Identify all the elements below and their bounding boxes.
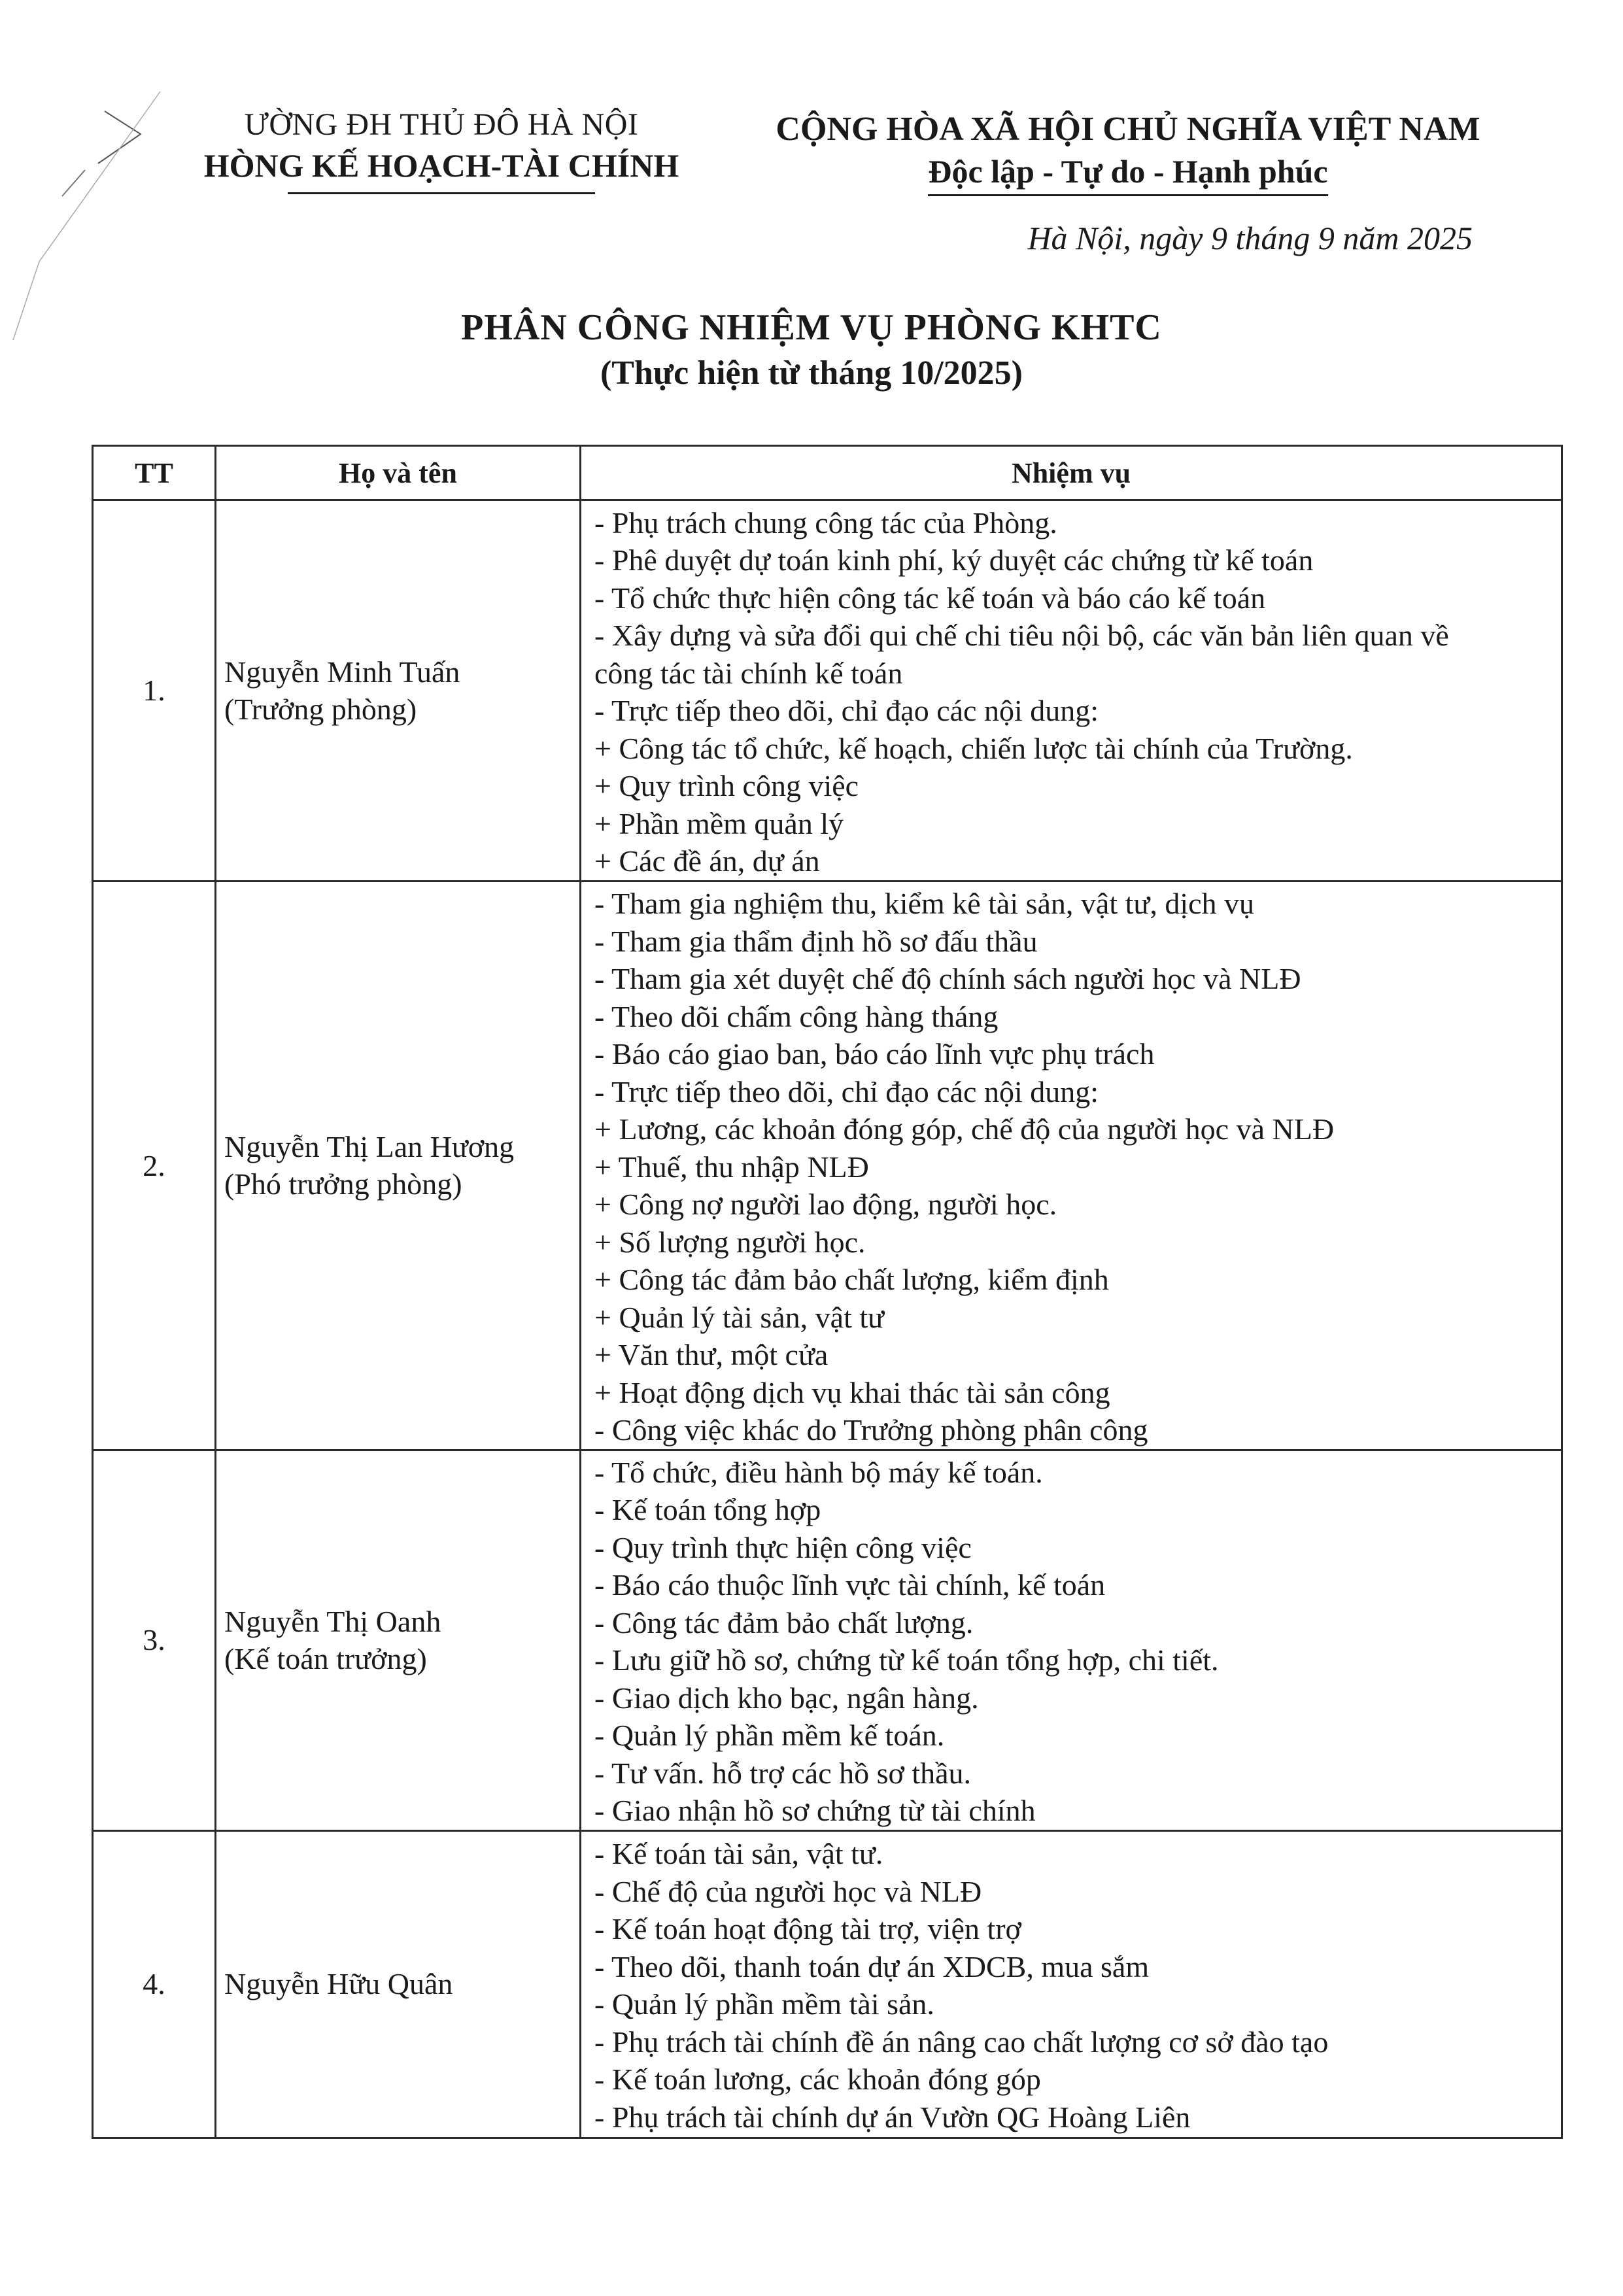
row-number: 2. [93, 882, 216, 1450]
header-duties: Nhiệm vụ [581, 446, 1562, 500]
table-row [93, 1830, 1562, 2138]
duty-item: + Lương, các khoản đóng góp, chế độ của người học và NLĐ [594, 1112, 1335, 1146]
duty-item: - Công việc khác do Trưởng phòng phân công [594, 1413, 1148, 1447]
document-date: Hà Nội, ngày 9 tháng 9 năm 2025 [1027, 220, 1473, 256]
staff-name: Nguyễn Minh Tuấn [224, 655, 460, 689]
duty-item: + Công tác đảm bảo chất lượng, kiểm định [594, 1263, 1109, 1296]
duty-item: - Tư vấn. hỗ trợ các hồ sơ thầu. [594, 1756, 972, 1790]
duty-item: + Công tác tổ chức, kế hoạch, chiến lược tài chính của Trường. [594, 731, 1353, 765]
duty-item: - Báo cáo thuộc lĩnh vực tài chính, kế toán [594, 1568, 1106, 1602]
duty-item: - Giao dịch kho bạc, ngân hàng. [594, 1681, 979, 1715]
staff-name: Nguyễn Thị Oanh [224, 1604, 441, 1638]
duty-item: + Hoạt động dịch vụ khai thác tài sản công [594, 1375, 1110, 1409]
table-body [93, 500, 1562, 2138]
staff-cell [216, 1450, 581, 1830]
duty-item: - Phê duyệt dự toán kinh phí, ký duyệt các chứng từ kế toán [594, 543, 1314, 577]
duty-item: - Trực tiếp theo dõi, chỉ đạo các nội dung: [594, 694, 1099, 727]
row-number: 1. [93, 500, 216, 882]
duty-item: - Quy trình thực hiện công việc [594, 1530, 972, 1564]
department-name: HÒNG KẾ HOẠCH-TÀI CHÍNH [203, 147, 679, 184]
duties-cell [581, 882, 1562, 1450]
staff-role: (Phó trưởng phòng) [224, 1167, 462, 1201]
duty-item: - Phụ trách tài chính đề án nâng cao chất lượng cơ sở đào tạo [594, 2025, 1329, 2059]
duty-item: - Phụ trách chung công tác của Phòng. [594, 505, 1057, 540]
duty-item: + Thuế, thu nhập NLĐ [594, 1150, 869, 1184]
duty-item: - Trực tiếp theo dõi, chỉ đạo các nội dung: [594, 1074, 1099, 1108]
duty-item: - Quản lý phần mềm tài sản. [594, 1987, 934, 2021]
duties-cell [581, 1830, 1562, 2138]
national-motto-header [752, 108, 1504, 196]
duty-item: - Kế toán hoạt động tài trợ, viện trợ [594, 1912, 1021, 1945]
staff-cell [216, 1830, 581, 2138]
duty-item: - Giao nhận hồ sơ chứng từ tài chính [594, 1794, 1036, 1827]
table-header-row [93, 446, 1562, 500]
duty-item: - Phụ trách tài chính dự án Vườn QG Hoàng Liên [594, 2100, 1191, 2134]
table-row [93, 500, 1562, 882]
country-name: CỘNG HÒA XÃ HỘI CHỦ NGHĨA VIỆT NAM [776, 111, 1480, 148]
duty-item: + Công nợ người lao động, người học. [594, 1188, 1057, 1221]
duty-item: - Theo dõi, thanh toán dự án XDCB, mua sắm [594, 1949, 1150, 1983]
title-subtitle: (Thực hiện từ tháng 10/2025) [600, 354, 1023, 392]
staff-cell [216, 500, 581, 882]
header-name: Họ và tên [216, 446, 581, 500]
staff-role: (Trưởng phòng) [224, 693, 417, 726]
duty-item: - Tổ chức thực hiện công tác kế toán và báo cáo kế toán [594, 581, 1266, 615]
row-number: 4. [93, 1830, 216, 2138]
duty-item: + Phần mềm quản lý [594, 806, 844, 840]
duty-item: - Kế toán lương, các khoản đóng góp [594, 2063, 1041, 2096]
header-divider [288, 192, 595, 194]
duty-item: công tác tài chính kế toán [594, 656, 903, 690]
duty-assignment-table [92, 445, 1563, 2139]
duty-item: + Quản lý tài sản, vật tư [594, 1300, 885, 1334]
header-tt: TT [93, 446, 216, 500]
duty-item: - Tham gia xét duyệt chế độ chính sách người học và NLĐ [594, 962, 1301, 995]
duty-item: + Quy trình công việc [594, 769, 859, 802]
table-row [93, 882, 1562, 1450]
duty-item: - Theo dõi chấm công hàng tháng [594, 999, 999, 1033]
issuing-unit-header [163, 105, 719, 194]
duty-item: - Kế toán tổng hợp [594, 1493, 821, 1526]
duty-item: + Số lượng người học. [594, 1225, 866, 1259]
row-number: 3. [93, 1450, 216, 1830]
duty-item: - Tham gia thẩm định hồ sơ đấu thầu [594, 924, 1038, 958]
duty-item: - Lưu giữ hồ sơ, chứng từ kế toán tổng hợp, chi tiết. [594, 1643, 1219, 1677]
duties-cell [581, 500, 1562, 882]
title-main: PHÂN CÔNG NHIỆM VỤ PHÒNG KHTC [461, 307, 1162, 348]
staff-role: (Kế toán trưởng) [224, 1642, 427, 1675]
duty-item: - Báo cáo giao ban, báo cáo lĩnh vực phụ trách [594, 1037, 1155, 1071]
duty-item: - Quản lý phần mềm kế toán. [594, 1719, 945, 1752]
document-title [0, 304, 1623, 396]
duty-item: - Chế độ của người học và NLĐ [594, 1874, 982, 1908]
duty-item: + Văn thư, một cửa [594, 1338, 829, 1371]
duty-item: - Công tác đảm bảo chất lượng. [594, 1605, 974, 1639]
duty-item: - Tổ chức, điều hành bộ máy kế toán. [594, 1455, 1043, 1489]
scan-fold-marks [0, 0, 170, 353]
duty-item: - Tham gia nghiệm thu, kiểm kê tài sản, vật tư, dịch vụ [594, 887, 1255, 920]
staff-name: Nguyễn Thị Lan Hương [224, 1129, 515, 1163]
table-row [93, 1450, 1562, 1830]
national-motto: Độc lập - Tự do - Hạnh phúc [928, 151, 1327, 196]
staff-name: Nguyễn Hữu Quân [224, 1967, 453, 2001]
staff-cell [216, 882, 581, 1450]
duty-item: + Các đề án, dự án [594, 844, 820, 878]
school-name: ƯỜNG ĐH THỦ ĐÔ HÀ NỘI [244, 107, 639, 142]
duty-item: - Xây dựng và sửa đổi qui chế chi tiêu nội bộ, các văn bản liên quan về [594, 619, 1449, 652]
duties-cell [581, 1450, 1562, 1830]
duty-item: - Kế toán tài sản, vật tư. [594, 1837, 883, 1870]
